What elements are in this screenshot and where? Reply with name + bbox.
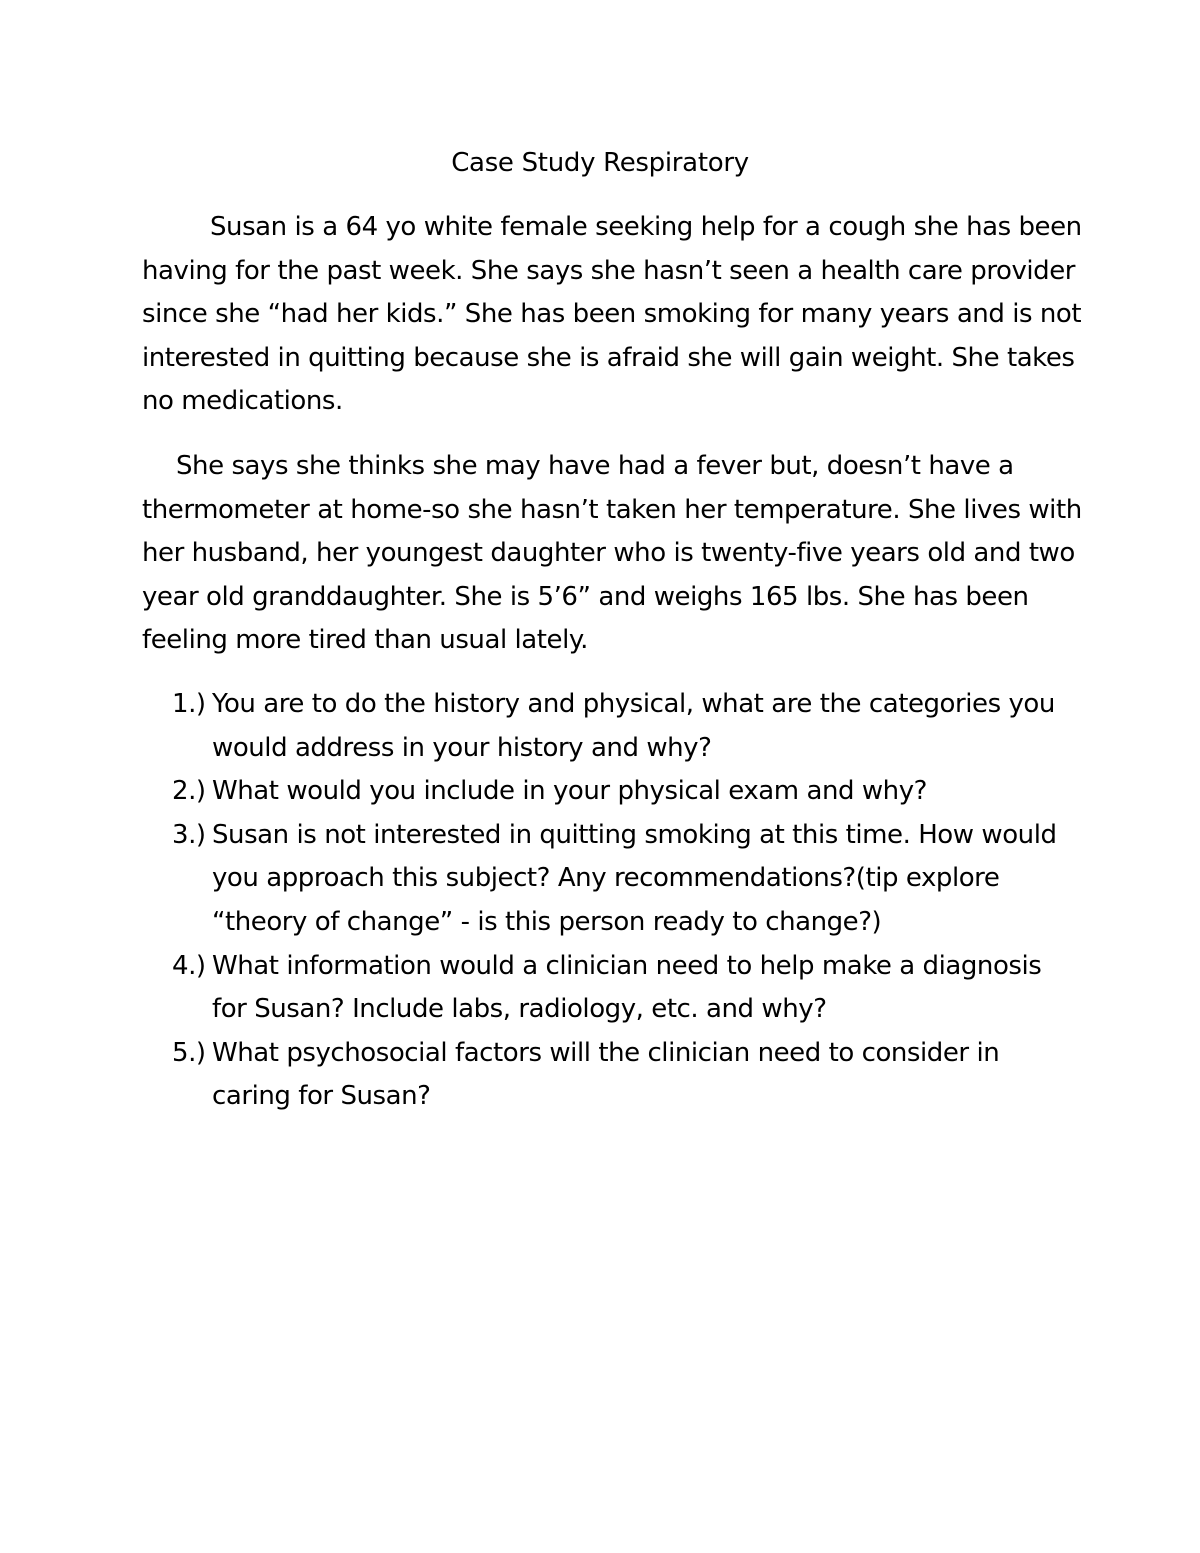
question-text: What psychosocial factors will the clinician need to consider in caring for Susan?	[212, 1037, 1000, 1112]
question-text: What would you include in your physical exam and why?	[212, 776, 927, 807]
question-number: 4.)	[172, 950, 206, 981]
question-number: 1.)	[172, 689, 206, 719]
question-item-5	[142, 1032, 1082, 1119]
question-text: Susan is not interested in quitting smoking at this time. How would you approach this subject? Any recommendations?(tip explore “theory of change” - is this person ready to change?)	[212, 819, 1057, 937]
question-text: You are to do the history and physical, what are the categories you would address in your history and why?	[212, 689, 1055, 763]
question-item-4	[142, 945, 1082, 1032]
question-item-3	[142, 814, 1082, 945]
document-title: Case Study Respiratory	[451, 148, 749, 178]
question-number: 3.)	[172, 819, 206, 850]
question-text: What information would a clinician need to help make a diagnosis for Susan? Include labs, radiology, etc. and why?	[212, 950, 1042, 1025]
case-paragraph-1: Susan is a 64 yo white female seeking help for a cough she has been having for the past week. She says she hasn’t seen a health care provider since she “had her kids.” She has been smoking for many years and is not interested in quitting because she is afraid she will gain weight. She takes no medications.	[142, 212, 1082, 417]
case-paragraph-2: She says she thinks she may have had a fever but, doesn’t have a thermometer at home-so she hasn’t taken her temperature. She lives with her husband, her youngest daughter who is twenty-five years old and two year old granddaughter. She is 5’6” and weighs 165 lbs. She has been feeling more tired than usual lately.	[142, 451, 1082, 656]
question-number: 5.)	[172, 1037, 206, 1068]
question-number: 2.)	[172, 776, 206, 807]
question-item-1	[142, 683, 1082, 770]
question-list	[142, 683, 1082, 1119]
question-item-2	[142, 770, 1082, 814]
